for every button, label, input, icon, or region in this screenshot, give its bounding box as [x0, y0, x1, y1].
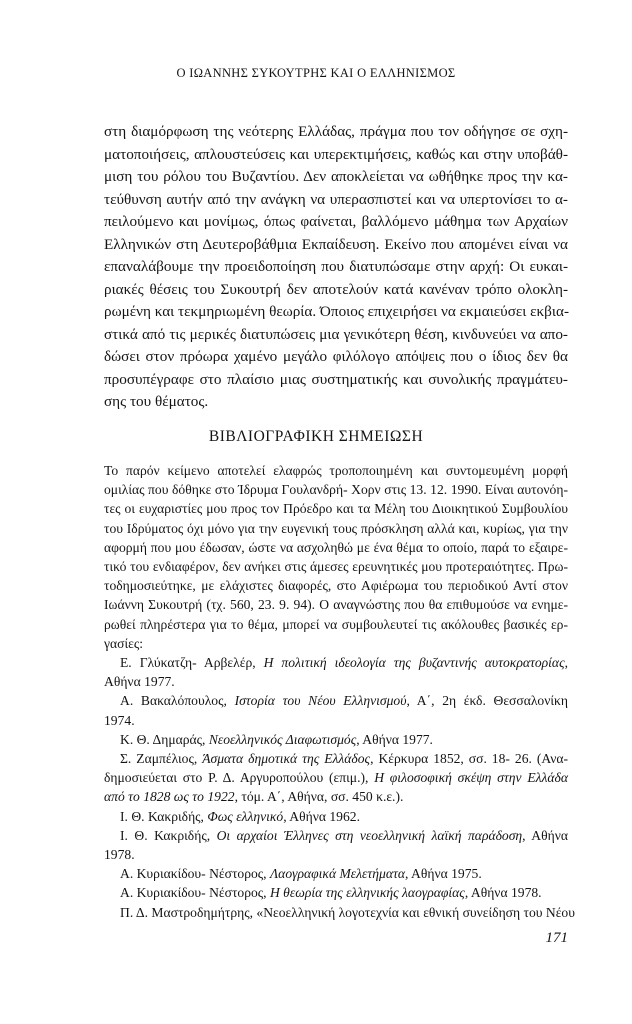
bibliography-entry — [104, 883, 568, 902]
body-text-line: μιση του ρόλου του Βυζαντίου. Δεν αποκλείεται να ωθήθηκε προς την κα- — [104, 168, 568, 185]
body-text-line: ματοποιήσεις, απλουστεύσεις και υπερεκτιμήσεις, καθώς και στην υποβάθ- — [104, 145, 568, 163]
bibliography-entry-line: δημοσιεύεται στο Ρ. Δ. Αργυροπούλου (επιμ.), Η φιλοσοφική σκέψη στην Ελλάδα — [104, 770, 568, 786]
bibliography-entry-line: 1978. — [104, 847, 135, 863]
bibliography-entry-line: Αθήνα 1977. — [104, 674, 175, 690]
body-text-line: στη διαμόρφωση της νεότερης Ελλάδας, πράγμα που τον οδήγησε σε σχη- — [104, 123, 568, 140]
running-header: Ο ΙΩΑΝΝΗΣ ΣΥΚΟΥΤΡΗΣ ΚΑΙ Ο ΕΛΛΗΝΙΣΜΟΣ — [176, 66, 456, 80]
bibliography-entry-line: Α. Βακαλόπουλος, Ιστορία του Νέου Ελληνισμού, Α΄, 2η έκδ. Θεσσαλονίκη — [120, 693, 568, 709]
bibliography-entry-line: Ε. Γλύκατζη- Αρβελέρ, Η πολιτική ιδεολογία της βυζαντινής αυτοκρατορίας, — [120, 655, 568, 670]
section-title: ΒΙΒΛΙΟΓΡΑΦΙΚΗ ΣΗΜΕΙΩΣΗ — [208, 428, 424, 445]
note-text-line: ομιλίας που δόθηκε στο Ίδρυμα Γουλανδρή- Χορν στις 13. 12. 1990. Είναι αυτονόη- — [104, 482, 568, 498]
bibliography-entry-line: 1974. — [104, 712, 135, 728]
bibliography-entry-line: από το 1828 ως το 1922, τόμ. Α΄, Αθήνα, σσ. 450 κ.ε.). — [104, 789, 404, 805]
note-text-line: τοδημοσιεύτηκε, με ελάχιστες διαφορές, στο Αφιέρωμα του περιοδικού Αντί στον — [104, 578, 568, 594]
bibliography-entry-line: Ι. Θ. Κακριδής, Φως ελληνικό, Αθήνα 1962. — [120, 808, 360, 824]
note-text-line: ρωθεί πληρέστερα για το θέμα, μπορεί να συμβουλευτεί τις ακόλουθες βασικές ερ- — [104, 616, 568, 632]
note-text-line: Το παρόν κείμενο αποτελεί ελαφρώς τροποποιημένη και συντομευμένη μορφή — [104, 463, 568, 478]
body-text-line: σης του θέματος. — [104, 393, 209, 410]
body-text-line: ρωμένη και τεκμηριωμένη θεωρία. Όποιος επιχειρήσει να εκμαιεύσει εκβια- — [104, 303, 569, 320]
note-text-line: τες οι ευχαριστίες μου προς τον Πρόεδρο και τα Μέλη του Διοικητικού Συμβουλίου — [104, 501, 568, 517]
note-text-line: Ιωάννη Συκουτρή (τχ. 560, 23. 9. 94). Ο αναγνώστης που θα επιθυμούσε να ενημε- — [104, 597, 568, 613]
bibliography-entry-line: Α. Κυριακίδου- Νέστορος, Η θεωρία της ελληνικής λαογραφίας, Αθήνα 1978. — [120, 885, 542, 901]
bibliography-entry — [104, 749, 568, 807]
bibliography-entry-line: Κ. Θ. Δημαράς, Νεοελληνικός Διαφωτισμός, Αθήνα 1977. — [120, 731, 433, 747]
note-text-line: γασίες: — [104, 635, 143, 651]
body-text-line: τεύθυνση αυτήν από την ανάγκη να υπερασπιστεί και να υπερτονίσει το α- — [104, 190, 568, 208]
note-text-line: τικό του ενδιαφέρον, δεν ανήκει στις άμεσες ερευνητικές μου προτεραιότητες. Πρω- — [104, 559, 568, 575]
bibliography-entry — [104, 807, 568, 826]
bibliography-entry — [104, 691, 568, 729]
bibliography-entry — [104, 653, 568, 691]
body-text-line: δώσει στον πρόωρα χαμένο μεγάλο φιλόλογο απόψεις που ο ίδιος δεν θα — [104, 348, 568, 365]
body-text-line: πειλούμενο και μονίμως, όπως φαίνεται, βαλλόμενο μάθημα των Αρχαίων — [104, 213, 568, 230]
bibliography-entry-line: Π. Δ. Μαστροδημήτρης, «Νεοελληνική λογοτεχνία και εθνική συνείδηση του Νέου — [120, 904, 575, 920]
bibliography-entry-line: Σ. Ζαμπέλιος, Άσματα δημοτικά της Ελλάδος, Κέρκυρα 1852, σσ. 18- 26. (Ανα- — [120, 751, 569, 767]
body-paragraph — [104, 121, 568, 414]
bibliography-entry — [104, 730, 568, 749]
body-text-line: ριακές θέσεις του Συκουτρή δεν αποτελούν κατά κανέναν τρόπο ολοκλη- — [104, 280, 568, 298]
bibliographic-note-paragraph — [104, 461, 568, 653]
body-text-line: επαναλάβουμε την προειδοποίηση που διατυπώσαμε στην αρχή: Οι ευκαι- — [104, 258, 568, 275]
note-text-line: του Ιδρύματος όχι μόνο για την ευγενική τους πρόσκληση αλλά και, κυρίως, για την — [104, 520, 568, 536]
bibliography-entry — [104, 903, 575, 922]
bibliography-entry-line: Ι. Θ. Κακριδής, Οι αρχαίοι Έλληνες στη νεοελληνική λαϊκή παράδοση, Αθήνα — [120, 827, 568, 843]
bibliography-entry — [104, 864, 568, 883]
bibliography-entry-line: Α. Κυριακίδου- Νέστορος, Λαογραφικά Μελετήματα, Αθήνα 1975. — [120, 866, 482, 882]
bibliography-list — [104, 653, 575, 922]
body-text-line: στικά από τις μερικές διατυπώσεις μια γενικότερη θέση, κινδυνεύει να απο- — [104, 325, 568, 343]
bibliography-entry — [104, 826, 568, 864]
body-text-line: Ελληνικών στη Δευτεροβάθμια Εκπαίδευση. Εκείνο που απομένει είναι να — [104, 235, 568, 253]
note-text-line: αφορμή που μου έδωσαν, ώστε να ασχοληθώ με ένα θέμα το οποίο, παρά το εξαιρε- — [104, 539, 568, 555]
body-text-line: προσυπέγραφε στο πλαίσιο μιας συστηματικής και συνολικής πραγμάτευ- — [104, 370, 568, 388]
page-number: 171 — [545, 930, 568, 946]
